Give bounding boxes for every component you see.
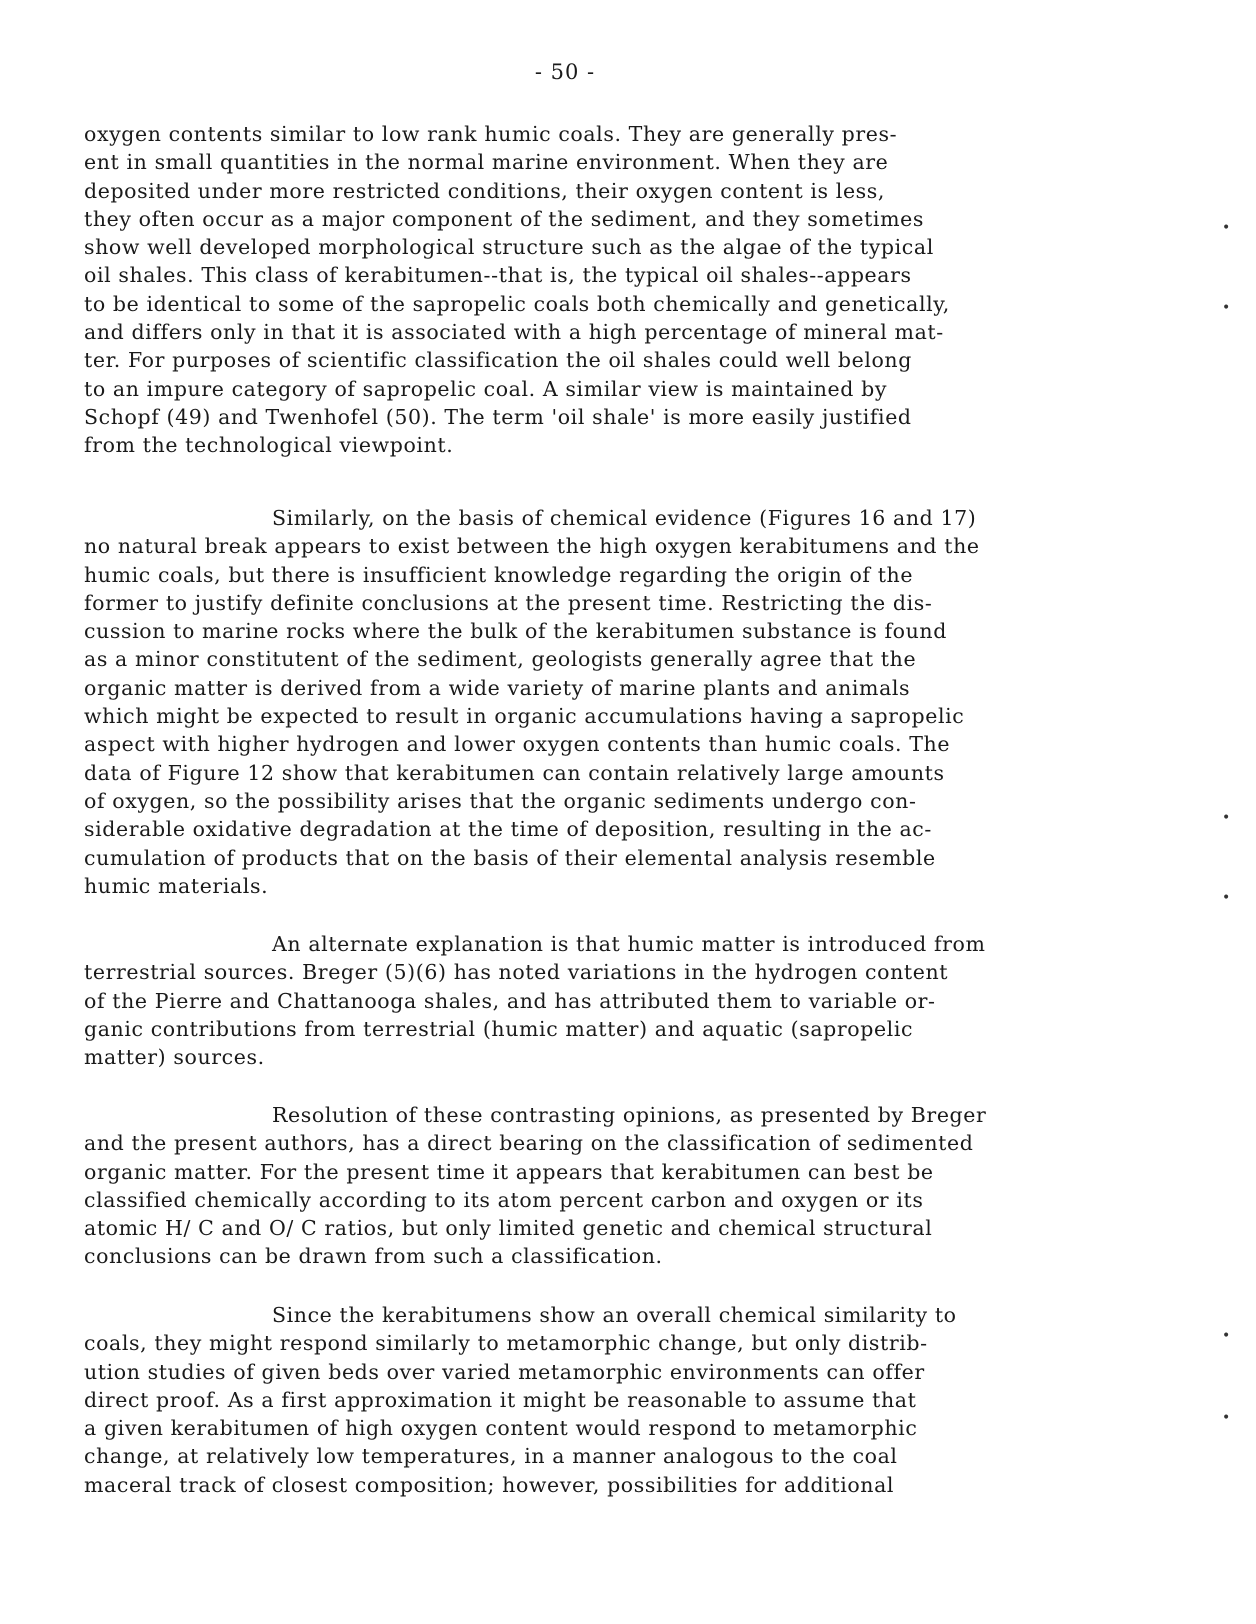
page-number: - 50 - [534, 60, 596, 84]
text-line-first [84, 504, 1094, 532]
paragraph-2 [84, 504, 1094, 900]
text-line: matter) sources. [84, 1045, 265, 1070]
text-line: data of Figure 12 show that kerabitumen can contain relatively large amounts [84, 760, 945, 785]
text-line-first [84, 930, 1094, 958]
text-line: a given kerabitumen of high oxygen content would respond to metamorphic [84, 1416, 918, 1441]
text-line: Since the kerabitumens show an overall chemical similarity to [272, 1303, 957, 1327]
text-line: oxygen contents similar to low rank humic coals. They are generally pres- [84, 122, 898, 146]
margin-dot: • [1222, 1410, 1231, 1426]
paragraph-1 [84, 120, 1094, 460]
text-line: as a minor constitutent of the sediment, geologists generally agree that the [84, 647, 917, 672]
text-line: ent in small quantities in the normal marine environment. When they are [84, 150, 889, 175]
text-line: cumulation of products that on the basis of their elemental analysis resemble [84, 845, 936, 870]
margin-dot: • [1222, 300, 1231, 316]
text-line: ganic contributions from terrestrial (humic matter) and aquatic (sapropelic [84, 1016, 914, 1041]
text-line: and the present authors, has a direct bearing on the classification of sedimented [84, 1131, 974, 1156]
text-line: An alternate explanation is that humic matter is introduced from [272, 932, 986, 956]
text-line: atomic H/ C and O/ C ratios, but only limited genetic and chemical structural [84, 1216, 933, 1241]
text-line: organic matter. For the present time it appears that kerabitumen can best be [84, 1159, 934, 1184]
text-line: Similarly, on the basis of chemical evidence (Figures 16 and 17) [272, 506, 977, 530]
text-line: Schopf (49) and Twenhofel (50). The term 'oil shale' is more easily justified [84, 404, 912, 429]
margin-dot: • [1222, 890, 1231, 906]
text-line: terrestrial sources. Breger (5)(6) has noted variations in the hydrogen content [84, 960, 949, 985]
text-line: humic coals, but there is insufficient knowledge regarding the origin of the [84, 562, 914, 587]
text-line: show well developed morphological structure such as the algae of the typical [84, 235, 934, 260]
text-line: former to justify definite conclusions at the present time. Restricting the dis- [84, 590, 933, 615]
paragraph-4 [84, 1101, 1094, 1271]
text-line: Resolution of these contrasting opinions, as presented by Breger [272, 1103, 987, 1127]
text-line: ution studies of given beds over varied metamorphic environments can offer [84, 1359, 925, 1384]
paragraph-3 [84, 930, 1094, 1071]
text-line: siderable oxidative degradation at the time of deposition, resulting in the ac- [84, 817, 932, 842]
text-line: from the technological viewpoint. [84, 433, 454, 458]
text-line: classified chemically according to its atom percent carbon and oxygen or its [84, 1187, 924, 1212]
margin-dot: • [1222, 1328, 1231, 1344]
text-line: ter. For purposes of scientific classification the oil shales could well belong [84, 348, 912, 373]
text-line: of oxygen, so the possibility arises that the organic sediments undergo con- [84, 788, 917, 813]
text-line: direct proof. As a first approximation it might be reasonable to assume that [84, 1387, 917, 1412]
text-line: which might be expected to result in organic accumulations having a sapropelic [84, 704, 965, 729]
text-line: and differs only in that it is associated with a high percentage of mineral mat- [84, 320, 944, 345]
text-line: of the Pierre and Chattanooga shales, and has attributed them to variable or- [84, 988, 936, 1013]
text-line: coals, they might respond similarly to metamorphic change, but only distrib- [84, 1331, 928, 1356]
text-line-first [84, 1101, 1094, 1129]
text-line: change, at relatively low temperatures, in a manner analogous to the coal [84, 1444, 898, 1469]
text-line: they often occur as a major component of the sediment, and they sometimes [84, 206, 924, 231]
text-line: organic matter is derived from a wide variety of marine plants and animals [84, 675, 911, 700]
text-line: deposited under more restricted conditions, their oxygen content is less, [84, 178, 886, 203]
margin-dot: • [1222, 810, 1231, 826]
margin-dot: • [1222, 220, 1231, 236]
text-line: maceral track of closest composition; however, possibilities for additional [84, 1472, 895, 1497]
text-line-first [84, 1301, 1094, 1329]
text-line: oil shales. This class of kerabitumen--that is, the typical oil shales--appears [84, 263, 912, 288]
text-line: conclusions can be drawn from such a classification. [84, 1244, 663, 1269]
text-line: to be identical to some of the sapropelic coals both chemically and genetically, [84, 291, 950, 316]
paragraph-5 [84, 1301, 1094, 1499]
text-line: humic materials. [84, 873, 269, 898]
text-line: aspect with higher hydrogen and lower oxygen contents than humic coals. The [84, 732, 951, 757]
text-line: to an impure category of sapropelic coal. A similar view is maintained by [84, 376, 888, 401]
text-line: cussion to marine rocks where the bulk of the kerabitumen substance is found [84, 619, 947, 644]
text-line: no natural break appears to exist between the high oxygen kerabitumens and the [84, 534, 980, 559]
